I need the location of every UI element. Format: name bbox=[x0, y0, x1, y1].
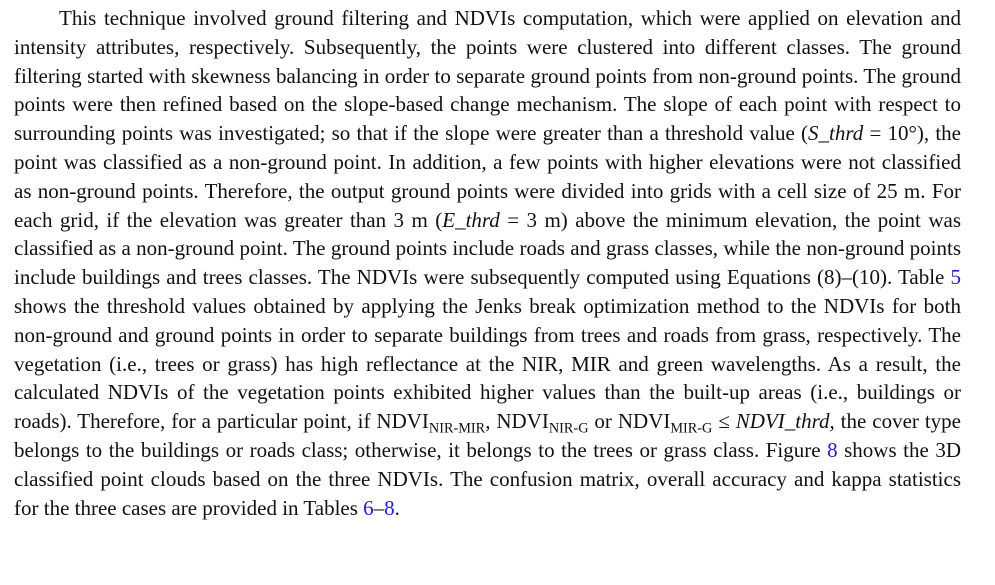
body-paragraph bbox=[14, 4, 961, 522]
ndvi-label: NDVI bbox=[496, 409, 549, 434]
leq-symbol: ≤ bbox=[712, 409, 736, 434]
text-segment: This technique involved ground filtering and NDVIs computation, which were applied on elevation and intensity attributes, respectively. Subsequently, the points were clustered into different classes. The ground filtering started with skewness balancing in order to separate ground points from non-ground points. The ground points were then refined based on the slope-based change mechanism. The slope of each point with respect to surrounding points was investigated; so that if the slope were greater than a threshold value ( bbox=[14, 6, 961, 146]
table-8-link[interactable]: 8 bbox=[384, 495, 395, 520]
period: . bbox=[394, 495, 400, 520]
ndvi-label: NDVI bbox=[376, 409, 429, 434]
text-segment: or bbox=[588, 409, 618, 434]
ndvi-nir-g bbox=[496, 409, 589, 437]
text-segment: , bbox=[485, 409, 497, 434]
ndvi-subscript: NIR-MIR bbox=[428, 420, 486, 437]
ndvi-subscript: NIR-G bbox=[548, 420, 589, 437]
text-segment: = 10°), the point was classified as a non-ground point. In addition, a few points with higher elevations were not classified as non-ground points. Therefore, the output ground points were divided into grids with a cell size of 25 m. For each grid, if the elevation was greater than 3 m ( bbox=[14, 121, 961, 232]
text-segment: shows the 3D classified point clouds based on the three NDVIs. The confusion matrix, overall accuracy and kappa statistics for the three cases are provided in Tables bbox=[14, 437, 961, 520]
ndvi-nir-mir bbox=[376, 409, 486, 437]
ndvi-mir-g bbox=[617, 409, 713, 437]
ndvi-label: NDVI bbox=[617, 409, 671, 434]
table-6-link[interactable]: 6 bbox=[363, 495, 374, 520]
ndvi-threshold-symbol: NDVI_thrd bbox=[735, 409, 830, 434]
slope-threshold-symbol: S_thrd bbox=[808, 121, 864, 146]
en-dash: – bbox=[373, 495, 385, 520]
ndvi-subscript: MIR-G bbox=[670, 420, 713, 437]
figure-8-link[interactable]: 8 bbox=[827, 437, 838, 462]
text-segment: = 3 m) above the minimum elevation, the point was classified as a non-ground point. The ground points include roads and grass classes, while the non-ground points include buildings and trees classes. The NDVIs were subsequently computed using Equations (8)–(10). Table bbox=[14, 207, 961, 290]
elevation-threshold-symbol: E_thrd bbox=[442, 207, 500, 232]
table-5-link[interactable]: 5 bbox=[950, 265, 961, 290]
text-segment: shows the threshold values obtained by applying the Jenks break optimization method to the NDVIs for both non-ground and ground points in order to separate buildings from trees and roads from grass, respectively. The vegetation (i.e., trees or grass) has high reflectance at the NIR, MIR and green wavelengths. As a result, the calculated NDVIs of the vegetation points exhibited higher values than the built-up areas (i.e., buildings or roads). Therefore, for a particular point, if bbox=[14, 293, 961, 434]
text-segment: , the cover type belongs to the buildings or roads class; otherwise, it belongs to the trees or grass class. Figure bbox=[14, 409, 961, 462]
